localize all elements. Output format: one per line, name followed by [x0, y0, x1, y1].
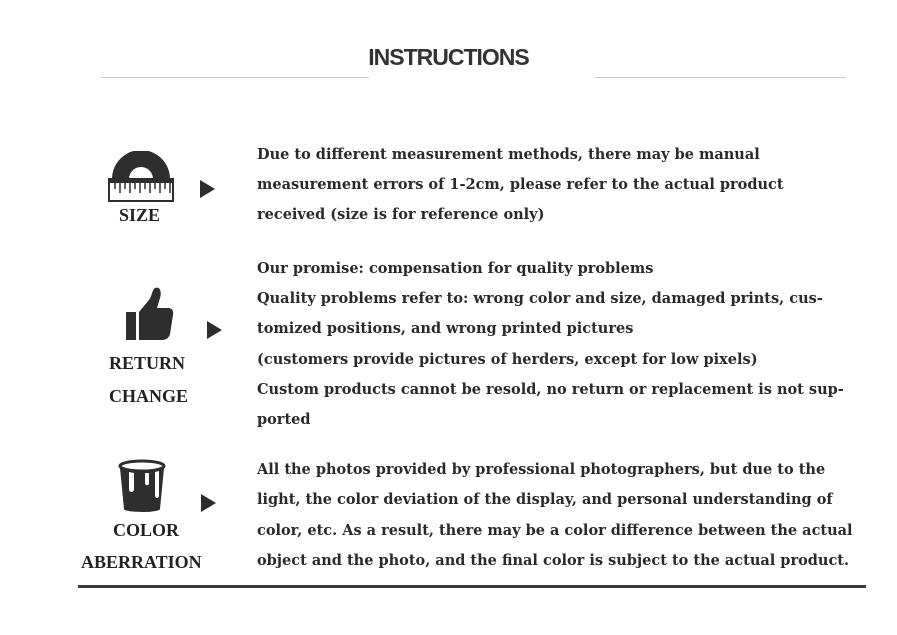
thumbs-up-icon	[122, 286, 174, 342]
return-text-line: Quality problems refer to: wrong color and size, damaged prints, cus-	[257, 290, 823, 307]
aberration-label: ABERRATION	[81, 552, 202, 572]
color-text-line: All the photos provided by professional photographers, but due to the	[257, 461, 826, 478]
size-text-line: received (size is for reference only)	[257, 206, 545, 223]
color-arrow-icon	[201, 494, 216, 512]
ruler-protractor-icon	[107, 151, 175, 203]
color-text-line: light, the color deviation of the display, and personal understanding of	[257, 491, 833, 508]
return-text-line: (customers provide pictures of herders, except for low pixels)	[257, 351, 758, 368]
page-title: INSTRUCTIONS	[368, 44, 529, 70]
title-divider-left	[101, 77, 369, 78]
color-text-line: object and the photo, and the final color is subject to the actual product.	[257, 552, 850, 569]
size-text-line: measurement errors of 1-2cm, please refer to the actual product	[257, 176, 784, 193]
return-change-arrow-icon	[207, 321, 222, 339]
bottom-divider	[78, 585, 866, 588]
change-label: CHANGE	[109, 386, 189, 406]
color-text-line: color, etc. As a result, there may be a color difference between the actual	[257, 522, 853, 539]
return-text-line: Our promise: compensation for quality problems	[257, 260, 654, 277]
return-text-line: Custom products cannot be resold, no return or replacement is not sup-	[257, 381, 844, 398]
size-label: SIZE	[119, 205, 161, 225]
size-arrow-icon	[200, 180, 215, 198]
color-label: COLOR	[113, 520, 180, 540]
return-label: RETURN	[109, 353, 186, 373]
paint-bucket-icon	[117, 459, 167, 515]
return-text-line: tomized positions, and wrong printed pictures	[257, 320, 634, 337]
size-text-line: Due to different measurement methods, there may be manual	[257, 146, 760, 163]
title-divider-right	[595, 77, 846, 78]
return-text-line: ported	[257, 411, 311, 428]
